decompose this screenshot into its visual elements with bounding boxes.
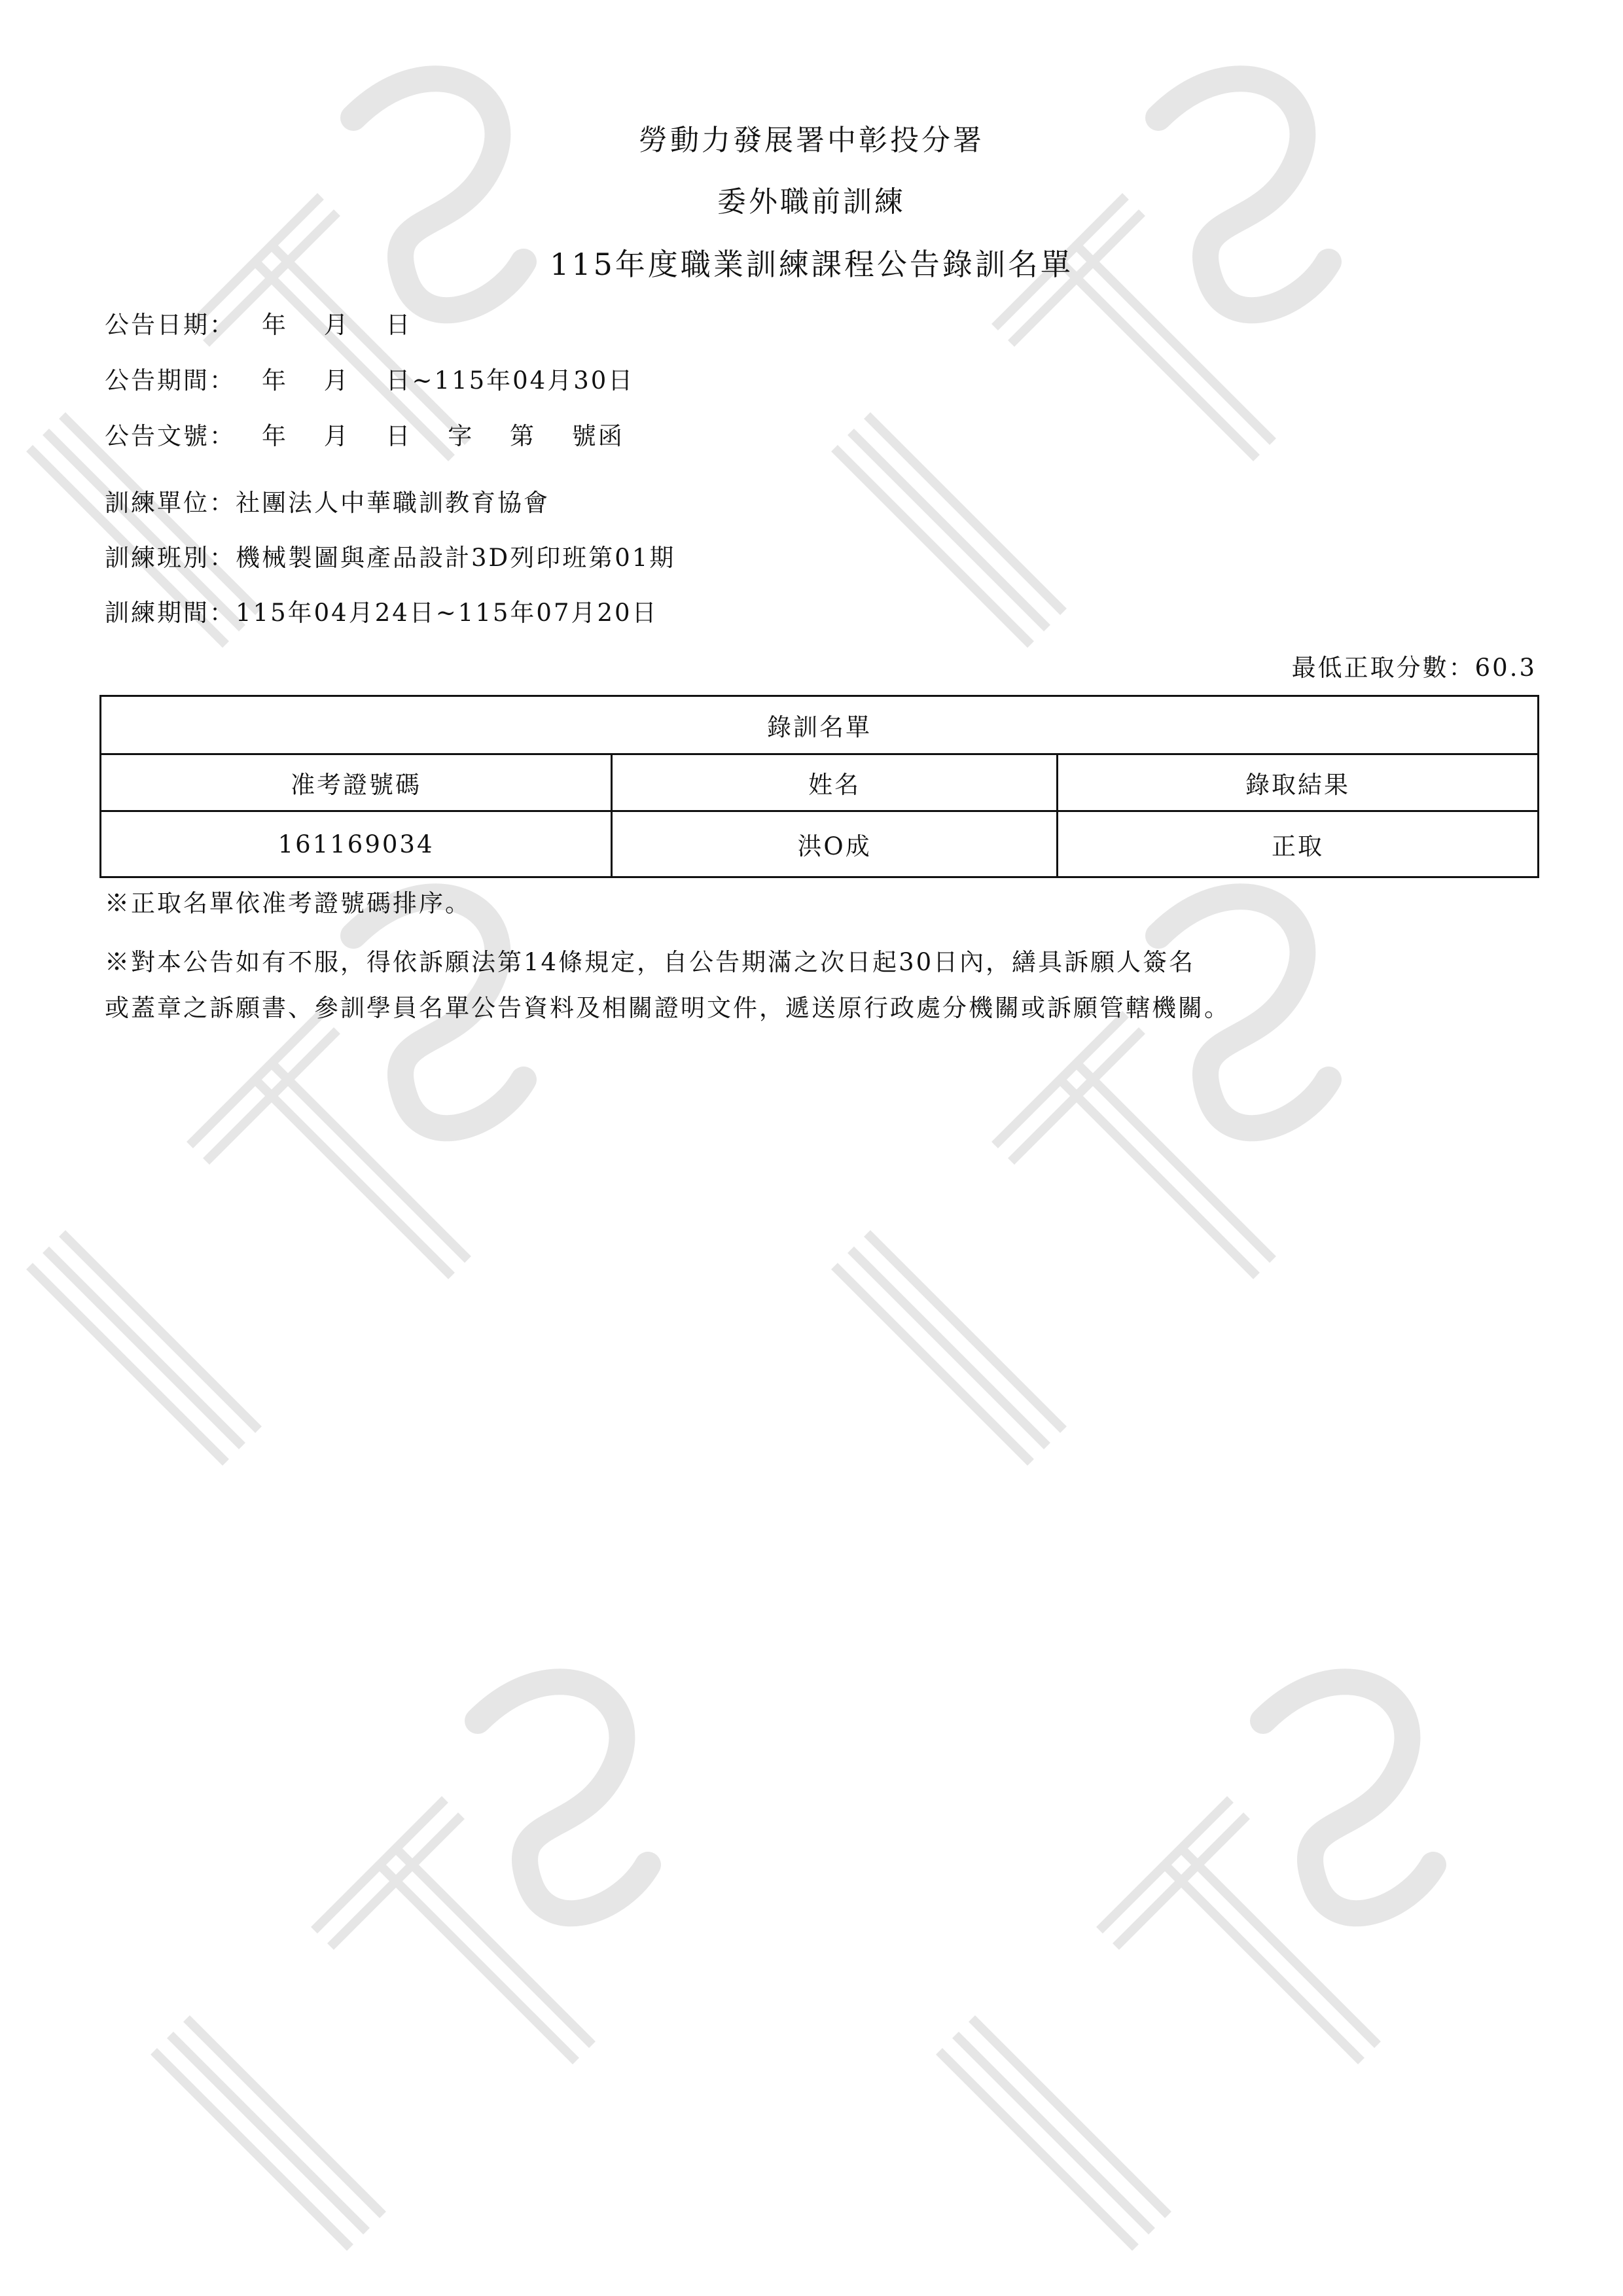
announcement-date-label: 公告日期： — [105, 311, 236, 339]
column-header-result: 錄取結果 — [1058, 754, 1539, 811]
document-title: 115年度職業訓練課程公告錄訓名單 — [550, 247, 1073, 282]
table-row — [101, 811, 1539, 877]
announcement-period — [105, 361, 634, 396]
table-caption: 錄訓名單 — [101, 696, 1539, 754]
column-header-name: 姓名 — [612, 754, 1058, 811]
column-header-exam-number: 准考證號碼 — [101, 754, 612, 811]
announcement-date-value: 年 月 日 — [262, 311, 412, 339]
min-score: 最低正取分數：60.3 — [1291, 654, 1537, 682]
admission-table — [99, 695, 1539, 878]
announcement-period-value: 年 月 日~115年04月30日 — [262, 366, 635, 395]
cell-result: 正取 — [1058, 811, 1539, 877]
note-sort-order: ※正取名單依准考證號碼排序。 — [105, 889, 471, 917]
announcement-doc-no-value: 年 月 日 字 第 號函 — [262, 422, 624, 450]
announcement-period-label: 公告期間： — [105, 366, 236, 395]
note-appeal-line2: 或蓋章之訴願書、參訓學員名單公告資料及相關證明文件，遞送原行政處分機關或訴願管轄機關。 — [105, 994, 1230, 1022]
training-unit: 訓練單位：社團法人中華職訓教育協會 — [105, 489, 550, 517]
agency-title: 勞動力發展署中彰投分署 — [639, 124, 984, 157]
cell-exam-number: 161169034 — [101, 811, 612, 877]
cell-name: 洪O成 — [612, 811, 1058, 877]
note-appeal-line1: ※對本公告如有不服，得依訴願法第14條規定，自公告期滿之次日起30日內，繕具訴願人簽名 — [105, 948, 1196, 976]
program-title: 委外職前訓練 — [717, 185, 906, 219]
training-period: 訓練期間：115年04月24日~115年07月20日 — [105, 599, 658, 627]
announcement-doc-no-label: 公告文號： — [105, 422, 236, 450]
announcement-date — [105, 305, 412, 340]
training-class: 訓練班別：機械製圖與產品設計3D列印班第01期 — [105, 544, 676, 572]
announcement-doc-no — [105, 416, 624, 451]
